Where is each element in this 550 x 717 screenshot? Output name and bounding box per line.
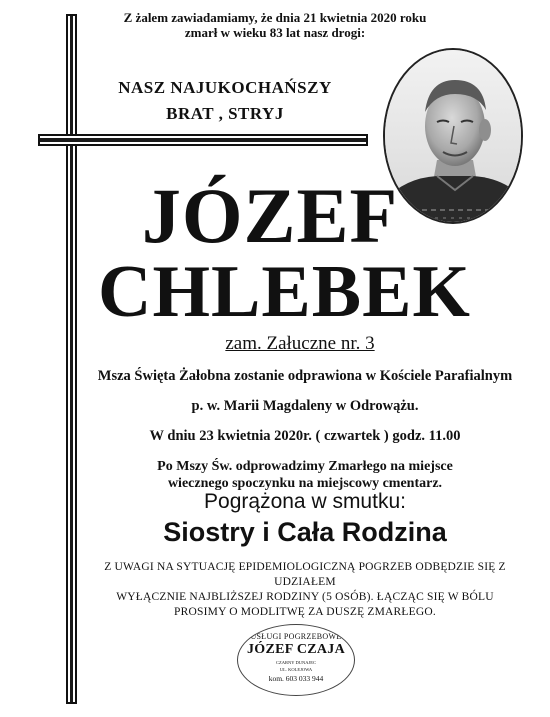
burial-line-1: Po Mszy Św. odprowadzimy Zmarłego na miejsce	[157, 459, 453, 474]
deceased-address: zam. Załuczne nr. 3	[225, 333, 375, 354]
funeral-home-phone: kom. 603 033 944	[268, 674, 324, 683]
epidemic-notice	[82, 560, 528, 620]
funeral-home-sub-2: UL. KOLEJOWA	[279, 667, 313, 672]
deceased-last-name: CHLEBEK	[98, 251, 471, 333]
mass-line-1: Msza Święta Żałobna zostanie odprawiona w Kościele Parafialnym	[97, 368, 513, 384]
funeral-home-header: USŁUGI POGRZEBOWE	[250, 632, 342, 641]
funeral-home-stamp	[237, 624, 355, 696]
burial-line-2: wiecznego spoczynku na miejscowy cmentarz.	[167, 476, 443, 491]
deceased-first-name: JÓZEF	[141, 172, 399, 259]
notice-line-3: PROSIMY O MODLITWĘ ZA DUSZĘ ZMARŁEGO.	[174, 606, 436, 618]
mass-datetime: W dniu 23 kwietnia 2020r. ( czwartek ) godz. 11.00	[149, 428, 461, 444]
mourners-names: Siostry i Cała Rodzina	[163, 517, 447, 547]
mass-line-2: p. w. Marii Magdaleny w Odrowążu.	[191, 398, 419, 414]
cross-icon-vertical	[66, 14, 77, 704]
funeral-home-name: JÓZEF CZAJA	[246, 642, 346, 657]
announcement-intro	[95, 10, 455, 40]
relation-line-2: BRAT , STRYJ	[166, 104, 284, 123]
mourners-intro: Pogrążona w smutku:	[204, 490, 406, 513]
funeral-home-sub-1: CZARNY DUNAJEC	[276, 660, 316, 665]
relation-line-1: NASZ NAJUKOCHAŃSZY	[118, 78, 332, 97]
notice-line-1: Z UWAGI NA SYTUACJĘ EPIDEMIOLOGICZNĄ POGRZEB ODBĘDZIE SIĘ Z UDZIAŁEM	[104, 561, 506, 588]
cross-icon-horizontal	[38, 134, 368, 146]
intro-line-1: Z żalem zawiadamiamy, że dnia 21 kwietnia 2020 roku	[123, 10, 427, 25]
intro-line-2: zmarł w wieku 83 lat nasz drogi:	[184, 25, 366, 40]
notice-line-2: WYŁĄCZNIE NAJBLIŻSZEJ RODZINY (5 OSÓB). ŁĄCZĄC SIĘ W BÓLU	[116, 591, 494, 603]
